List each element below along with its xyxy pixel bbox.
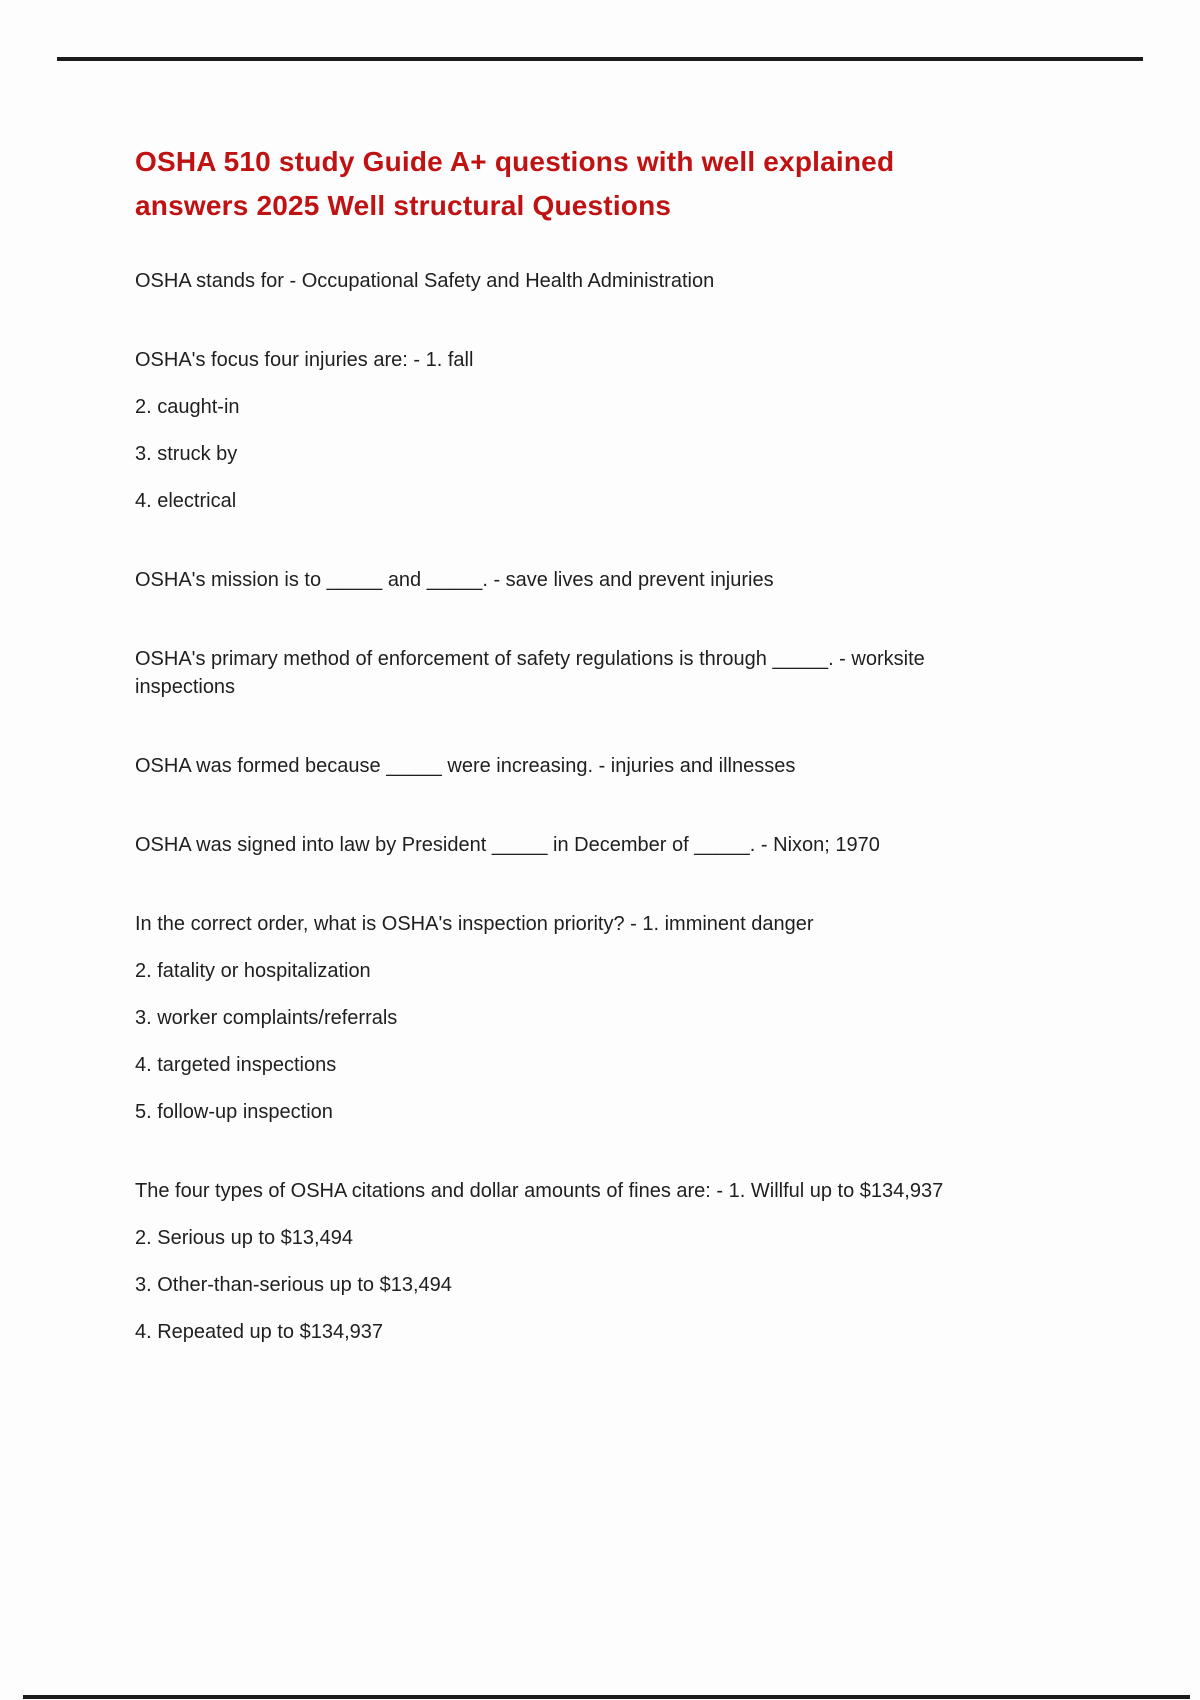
qa-block-primary-method (135, 645, 1015, 701)
qa-line: 3. Other-than-serious up to $13,494 (135, 1274, 452, 1296)
qa-line: OSHA was formed because _____ were increasing. - injuries and illnesses (135, 755, 796, 777)
qa-block-formed-because (135, 752, 1015, 780)
document-content (135, 140, 1015, 1397)
qa-line: 4. targeted inspections (135, 1054, 337, 1076)
qa-block-mission (135, 566, 1015, 594)
top-horizontal-rule (57, 57, 1143, 61)
qa-line: The four types of OSHA citations and dollar amounts of fines are: - 1. Willful up to $134,937 (135, 1180, 944, 1202)
qa-line: 3. struck by (135, 443, 238, 465)
qa-line: 5. follow-up inspection (135, 1101, 333, 1123)
qa-line: 2. Serious up to $13,494 (135, 1227, 353, 1249)
qa-line: OSHA was signed into law by President _____ in December of _____. - Nixon; 1970 (135, 834, 880, 856)
qa-line: 2. caught-in (135, 396, 240, 418)
qa-line: OSHA stands for - Occupational Safety and Health Administration (135, 270, 715, 292)
qa-block-signed-into-law (135, 831, 1015, 859)
qa-block-focus-four-injuries (135, 346, 1015, 515)
document-title-line-2: answers 2025 Well structural Questions (135, 190, 672, 221)
document-title-line-1: OSHA 510 study Guide A+ questions with well explained (135, 146, 895, 177)
qa-line: In the correct order, what is OSHA's inspection priority? - 1. imminent danger (135, 913, 814, 935)
qa-line: 2. fatality or hospitalization (135, 960, 371, 982)
document-title (135, 140, 1015, 228)
qa-block-citation-types (135, 1177, 1015, 1346)
bottom-horizontal-rule (23, 1695, 1190, 1699)
qa-block-inspection-priority (135, 910, 1015, 1126)
qa-block-osha-stands-for (135, 267, 1015, 295)
qa-line: 3. worker complaints/referrals (135, 1007, 398, 1029)
qa-line: OSHA's mission is to _____ and _____. - save lives and prevent injuries (135, 569, 774, 591)
qa-line: 4. Repeated up to $134,937 (135, 1321, 383, 1343)
qa-line: OSHA's primary method of enforcement of safety regulations is through _____. - worksite inspections (135, 648, 925, 698)
qa-line: OSHA's focus four injuries are: - 1. fall (135, 349, 474, 371)
qa-line: 4. electrical (135, 490, 237, 512)
